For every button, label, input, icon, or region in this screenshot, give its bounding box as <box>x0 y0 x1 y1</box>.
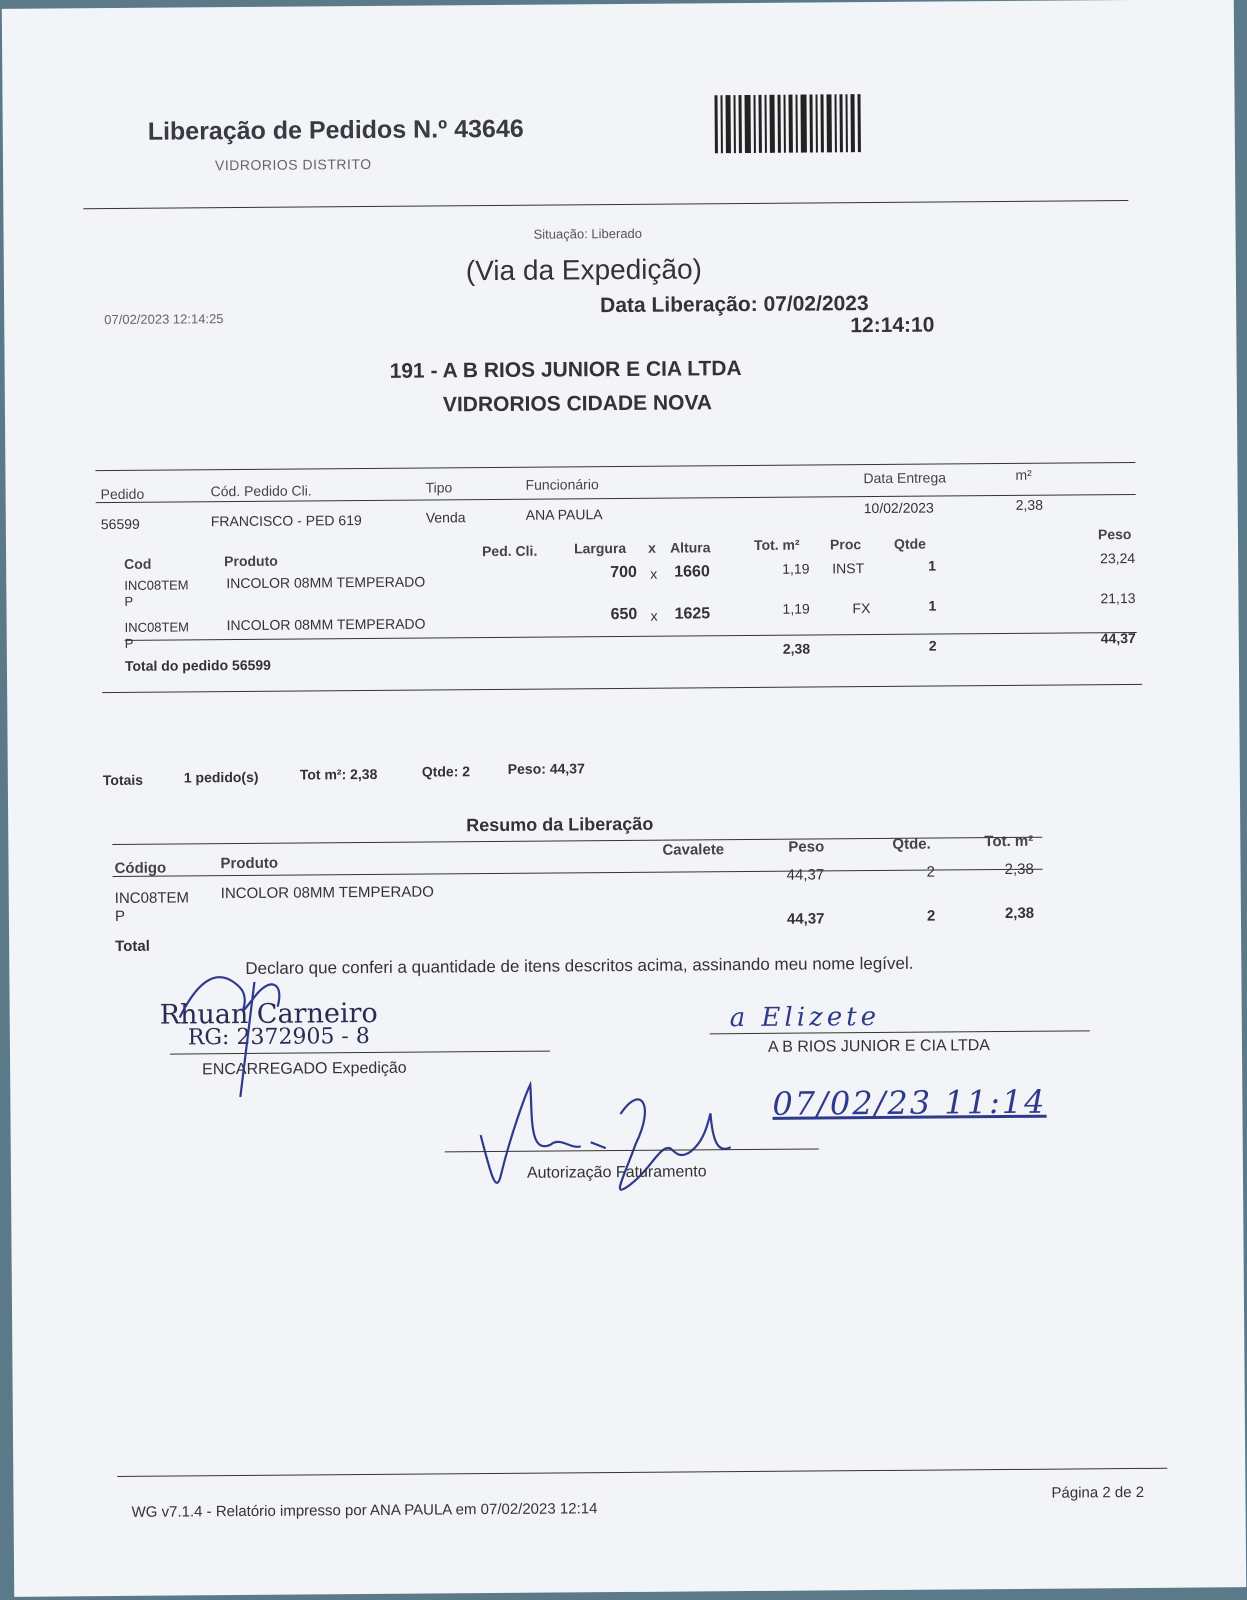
item-col-produto: Produto <box>224 552 278 570</box>
order-top-divider <box>95 462 1135 471</box>
summary-total-m2: 2,38 <box>1004 904 1035 923</box>
status-text: Situação: Liberado <box>533 225 643 242</box>
client-name: 191 - A B RIOS JUNIOR E CIA LTDA <box>389 357 742 383</box>
item-altura: 1625 <box>674 605 711 623</box>
right-handwritten-signature: a Elizete <box>729 1001 881 1034</box>
handwritten-signature-left-icon <box>159 956 310 1107</box>
signer-name-stamp: Rhuan Carneiro <box>159 997 378 1031</box>
order-total-peso: 44,37 <box>1100 629 1136 647</box>
totals-m2: Tot m²: 2,38 <box>299 765 378 783</box>
order-tipo: Venda <box>425 509 466 526</box>
via-label: (Via da Expedição) <box>465 253 703 287</box>
summary-peso: 44,37 <box>786 866 825 884</box>
item-peso: 21,13 <box>1100 589 1136 607</box>
totals-peso: Peso: 44,37 <box>507 760 585 777</box>
col-pedido: Pedido <box>100 485 145 503</box>
summary-produto: INCOLOR 08MM TEMPERADO <box>220 883 434 903</box>
summary-tot-m2: 2,38 <box>1004 860 1034 879</box>
order-total-label: Total do pedido 56599 <box>124 656 272 674</box>
order-funcionario: ANA PAULA <box>525 506 603 523</box>
summary-cod: INC08TEM <box>114 889 190 908</box>
item-proc: INST <box>832 560 865 577</box>
item-col-x: x <box>647 539 656 556</box>
document-page <box>2 0 1246 1597</box>
item-cod: INC08TEM <box>124 577 189 593</box>
summary-col-codigo: Código <box>114 859 167 878</box>
item-largura: 700 <box>610 563 637 582</box>
item-col-tot-m2: Tot. m² <box>753 536 800 553</box>
client-store: VIDRORIOS CIDADE NOVA <box>442 391 713 417</box>
auth-signature-caption: Autorização Faturamento <box>526 1163 707 1182</box>
col-cod-pedido-cli: Cód. Pedido Cli. <box>210 482 312 500</box>
handwritten-date: 07/02/23 11:14 <box>772 1082 1047 1123</box>
handwritten-signature-auth-icon <box>470 1073 751 1215</box>
totals-pedidos: 1 pedido(s) <box>183 768 259 786</box>
right-signature-caption: A B RIOS JUNIOR E CIA LTDA <box>767 1037 991 1056</box>
item-col-ped-cli: Ped. Cli. <box>481 542 538 560</box>
order-total-m2: 2,38 <box>782 640 811 657</box>
col-m2: m² <box>1015 466 1032 483</box>
order-bottom-divider <box>102 684 1142 693</box>
order-total-qtde: 2 <box>928 637 937 654</box>
item-produto: INCOLOR 08MM TEMPERADO <box>226 615 426 634</box>
item-x: x <box>650 565 658 582</box>
item-cod-suffix: P <box>124 593 134 609</box>
order-cod-pedido-cli: FRANCISCO - PED 619 <box>210 512 362 530</box>
item-peso: 23,24 <box>1100 549 1136 567</box>
summary-total-label: Total <box>115 937 150 956</box>
signer-rg-stamp: RG: 2372905 - 8 <box>187 1024 370 1051</box>
item-x: x <box>650 607 658 624</box>
summary-title: Resumo da Liberação <box>466 813 654 836</box>
print-timestamp: 07/02/2023 12:14:25 <box>104 311 224 328</box>
left-signature-caption: ENCARREGADO Expedição <box>202 1059 407 1079</box>
item-col-peso: Peso <box>1097 526 1132 543</box>
summary-col-tot-m2: Tot. m² <box>984 832 1034 851</box>
report-title: Liberação de Pedidos N.º 43646 <box>147 114 524 146</box>
summary-cod-suffix: P <box>114 907 125 926</box>
item-largura: 650 <box>610 605 638 624</box>
release-time: 12:14:10 <box>850 313 935 338</box>
summary-col-cavalete: Cavalete <box>662 841 725 859</box>
summary-total-peso: 44,37 <box>786 910 825 928</box>
summary-col-peso: Peso <box>788 838 825 856</box>
item-col-altura: Altura <box>669 539 711 556</box>
declaration-text: Declaro que conferi a quantidade de itens descritos acima, assinando meu nome legível. <box>245 953 914 978</box>
item-qtde: 1 <box>928 597 937 614</box>
item-col-qtde: Qtde <box>893 535 926 552</box>
item-tot-m2: 1,19 <box>782 600 810 617</box>
items-total-divider <box>125 632 1137 641</box>
item-col-largura: Largura <box>573 539 627 557</box>
footer-page-number: Página 2 de 2 <box>1051 1483 1145 1502</box>
item-qtde: 1 <box>928 557 937 574</box>
item-altura: 1660 <box>674 563 710 581</box>
col-tipo: Tipo <box>425 479 453 496</box>
barcode-icon <box>714 94 900 153</box>
item-col-proc: Proc <box>829 536 862 553</box>
release-date: Data Liberação: 07/02/2023 <box>600 292 869 318</box>
summary-qtde: 2 <box>926 863 936 881</box>
order-m2: 2,38 <box>1015 496 1044 513</box>
footer-divider <box>117 1468 1167 1477</box>
item-proc: FX <box>852 600 871 617</box>
col-data-entrega: Data Entrega <box>863 469 947 487</box>
summary-col-qtde: Qtde. <box>892 835 931 853</box>
item-cod-suffix: P <box>124 635 134 651</box>
item-tot-m2: 1,19 <box>782 560 810 577</box>
order-pedido: 56599 <box>100 515 140 533</box>
item-col-cod: Cod <box>124 555 152 572</box>
totals-qtde: Qtde: 2 <box>421 763 471 780</box>
header-divider <box>83 200 1128 209</box>
col-funcionario: Funcionário <box>525 476 599 493</box>
item-produto: INCOLOR 08MM TEMPERADO <box>226 573 426 592</box>
item-cod: INC08TEM <box>124 619 189 635</box>
summary-total-qtde: 2 <box>926 907 936 925</box>
summary-col-produto: Produto <box>220 854 279 873</box>
footer-report-info: WG v7.1.4 - Relatório impresso por ANA PAULA em 07/02/2023 12:14 <box>131 1500 598 1521</box>
order-data-entrega: 10/02/2023 <box>863 499 934 517</box>
company-subtitle: VIDRORIOS DISTRITO <box>214 155 372 174</box>
totals-label: Totais <box>102 771 144 789</box>
